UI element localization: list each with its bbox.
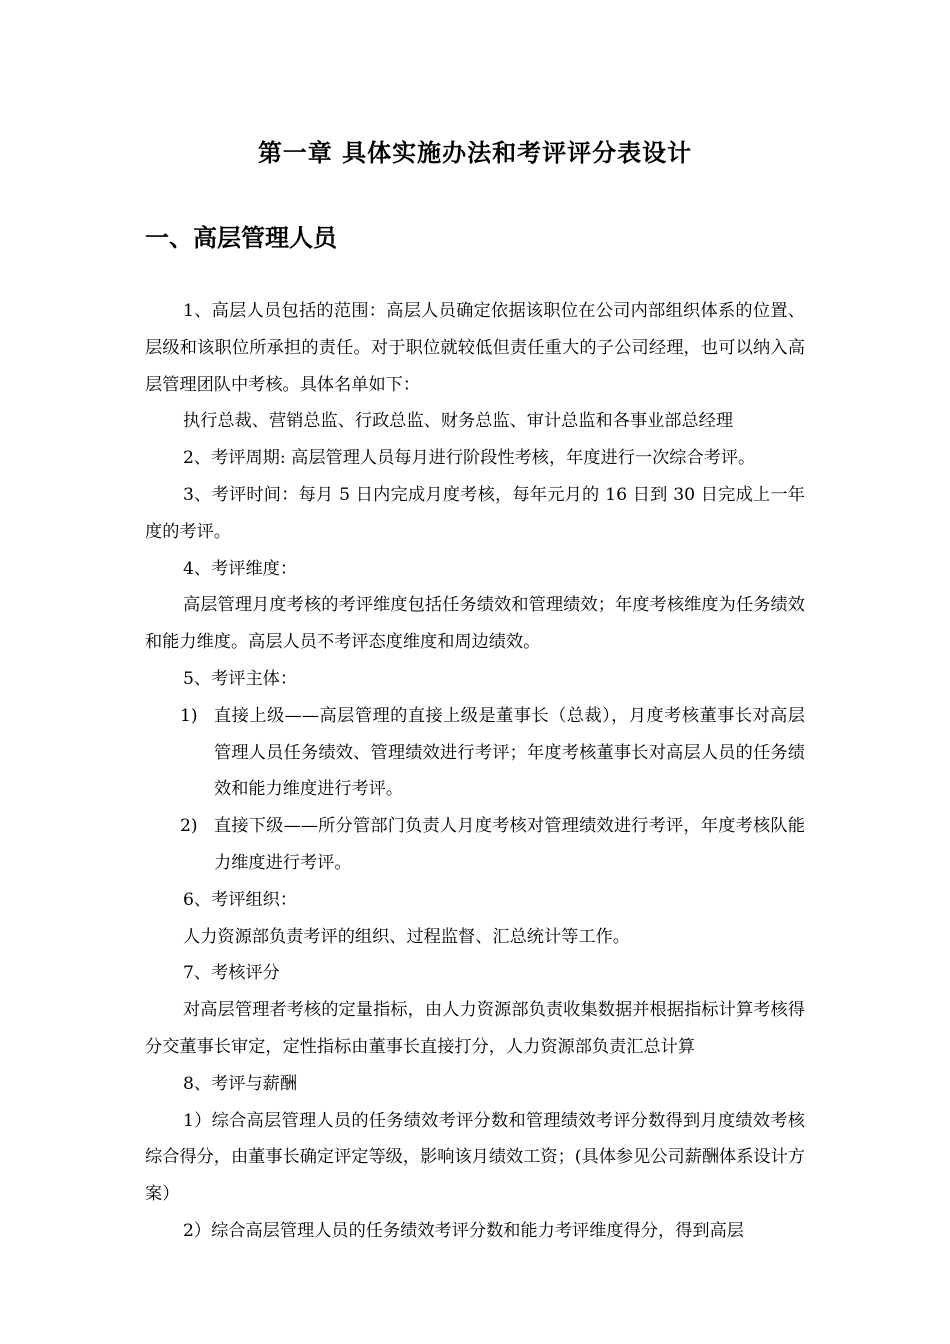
paragraph-scoring: 对高层管理者考核的定量指标，由人力资源部负责收集数据并根据指标计算考核得分交董事长审定，定性指标由董事长直接打分，人力资源部负责汇总计算 xyxy=(145,1000,805,1057)
list-text: 直接上级——高层管理的直接上级是董事长（总裁），月度考核董事长对高层管理人员任务绩效、管理绩效进行考评；年度考核董事长对高层人员的任务绩效和能力维度进行考评。 xyxy=(214,705,805,800)
paragraph-scoring-heading: 7、考核评分 xyxy=(183,963,280,984)
paragraph-subject-heading: 5、考评主体： xyxy=(183,668,298,689)
paragraph-scope: 1、高层人员包括的范围：高层人员确定依据该职位在公司内部组织体系的位置、层级和该职位所承担的责任。对于职位就较低但责任重大的子公司经理，也可以纳入高层管理团队中考核。具体名单如下： xyxy=(145,301,805,395)
list-text: 直接下级——所分管部门负责人月度考核对管理绩效进行考评，年度考核队能力维度进行考评。 xyxy=(214,816,805,873)
paragraph-salary-2: 2）综合高层管理人员的任务绩效考评分数和能力考评维度得分，得到高层 xyxy=(183,1220,744,1241)
paragraph-organization-heading: 6、考评组织： xyxy=(183,889,298,910)
paragraph-name-list: 执行总裁、营销总监、行政总监、财务总监、审计总监和各事业部总经理 xyxy=(183,411,734,432)
list-number: 1) xyxy=(180,705,198,726)
paragraph-time: 3、考评时间：每月 5 日内完成月度考核，每年元月的 16 日到 30 日完成上一年度的考评。 xyxy=(145,484,805,542)
paragraph-dimension: 高层管理月度考核的考评维度包括任务绩效和管理绩效；年度考核维度为任务绩效和能力维度。高层人员不考评态度维度和周边绩效。 xyxy=(145,595,805,653)
paragraph-cycle: 2、考评周期: 高层管理人员每月进行阶段性考核，年度进行一次综合考评。 xyxy=(183,448,756,469)
list-number: 2) xyxy=(180,816,198,837)
chapter-title: 第一章 具体实施办法和考评评分表设计 xyxy=(257,139,693,167)
paragraph-salary-heading: 8、考评与薪酬 xyxy=(183,1073,298,1094)
section-title: 一、高层管理人员 xyxy=(145,224,337,252)
list-item xyxy=(145,698,805,808)
paragraph-salary-1: 1）综合高层管理人员的任务绩效考评分数和管理绩效考评分数得到月度绩效考核综合得分，由董事长确定评定等级，影响该月绩效工资；(具体参见公司薪酬体系设计方案） xyxy=(145,1110,805,1205)
list-item xyxy=(145,808,805,882)
paragraph-dimension-heading: 4、考评维度： xyxy=(183,558,298,579)
paragraph-organization: 人力资源部负责考评的组织、过程监督、汇总统计等工作。 xyxy=(183,926,630,947)
document-body xyxy=(145,293,805,1250)
